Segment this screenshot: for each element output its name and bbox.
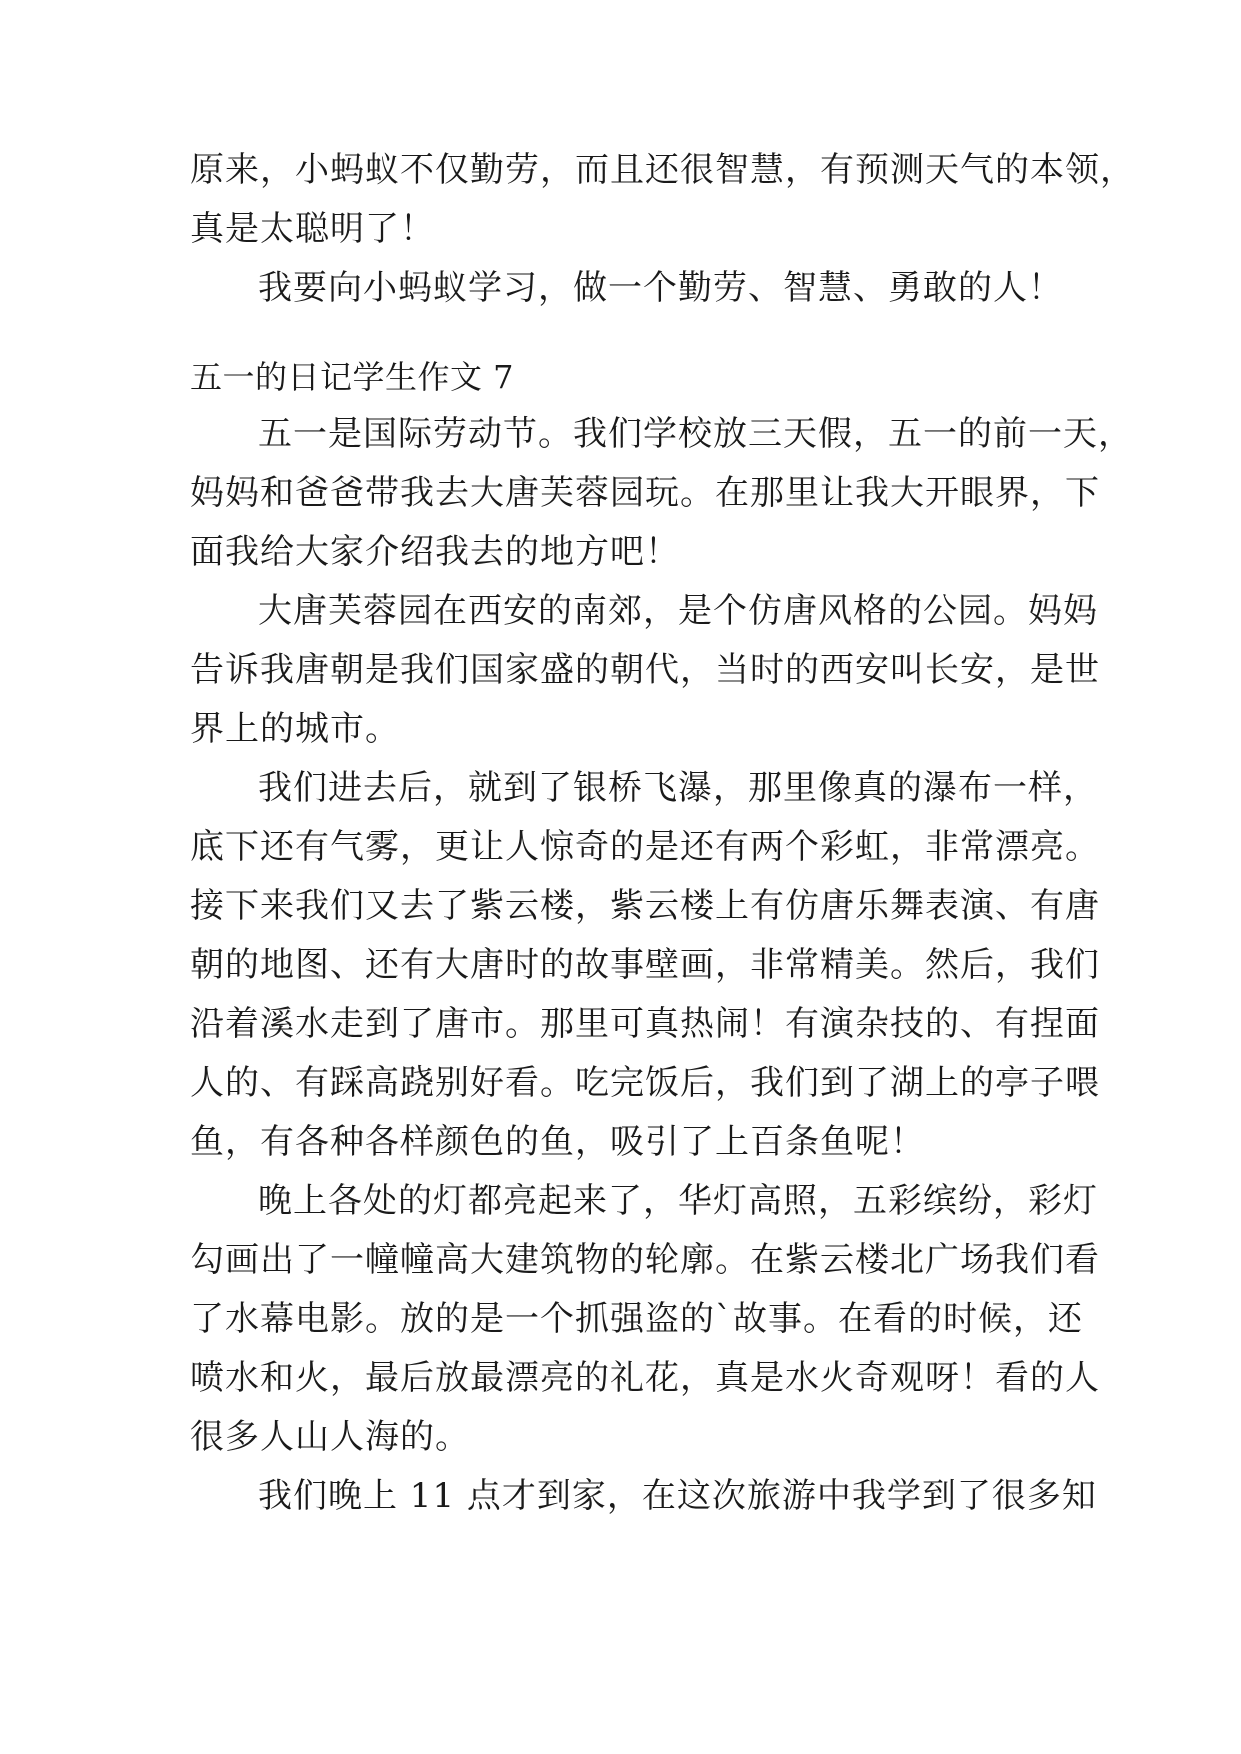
paragraph-line: 朝的地图、还有大唐时的故事壁画，非常精美。然后，我们 [190, 945, 1100, 985]
paragraph-line: 接下来我们又去了紫云楼，紫云楼上有仿唐乐舞表演、有唐 [190, 886, 1100, 926]
paragraph-line: 我们晚上 11 点才到家，在这次旅游中我学到了很多知 [258, 1476, 1097, 1516]
section-title: 五一的日记学生作文 7 [190, 358, 515, 396]
paragraph-line: 了水幕电影。放的是一个抓强盗的`故事。在看的时候，还 [190, 1299, 1083, 1339]
paragraph-line: 妈妈和爸爸带我去大唐芙蓉园玩。在那里让我大开眼界，下 [190, 473, 1100, 513]
paragraph-line: 沿着溪水走到了唐市。那里可真热闹！有演杂技的、有捏面 [190, 1004, 1100, 1044]
paragraph-line: 我们进去后，就到了银桥飞瀑，那里像真的瀑布一样， [258, 768, 1098, 808]
paragraph-line: 原来，小蚂蚁不仅勤劳，而且还很智慧，有预测天气的本领， [190, 150, 1135, 190]
paragraph-line: 人的、有踩高跷别好看。吃完饭后，我们到了湖上的亭子喂 [190, 1063, 1100, 1103]
paragraph-line: 界上的城市。 [190, 709, 400, 749]
paragraph-line: 真是太聪明了！ [190, 209, 435, 249]
paragraph-line: 告诉我唐朝是我们国家盛的朝代，当时的西安叫长安，是世 [190, 650, 1100, 690]
paragraph-line: 我要向小蚂蚁学习，做一个勤劳、智慧、勇敢的人！ [258, 268, 1063, 308]
paragraph-line: 晚上各处的灯都亮起来了，华灯高照，五彩缤纷，彩灯 [258, 1181, 1098, 1221]
paragraph-line: 五一是国际劳动节。我们学校放三天假，五一的前一天， [258, 414, 1133, 454]
paragraph-line: 喷水和火，最后放最漂亮的礼花，真是水火奇观呀！看的人 [190, 1358, 1100, 1398]
paragraph-line: 很多人山人海的。 [190, 1417, 470, 1457]
paragraph-line: 大唐芙蓉园在西安的南郊，是个仿唐风格的公园。妈妈 [258, 591, 1098, 631]
paragraph-line: 面我给大家介绍我去的地方吧！ [190, 532, 680, 572]
paragraph-line: 底下还有气雾，更让人惊奇的是还有两个彩虹，非常漂亮。 [190, 827, 1100, 867]
paragraph-line: 鱼，有各种各样颜色的鱼，吸引了上百条鱼呢！ [190, 1122, 925, 1162]
paragraph-line: 勾画出了一幢幢高大建筑物的轮廓。在紫云楼北广场我们看 [190, 1240, 1100, 1280]
